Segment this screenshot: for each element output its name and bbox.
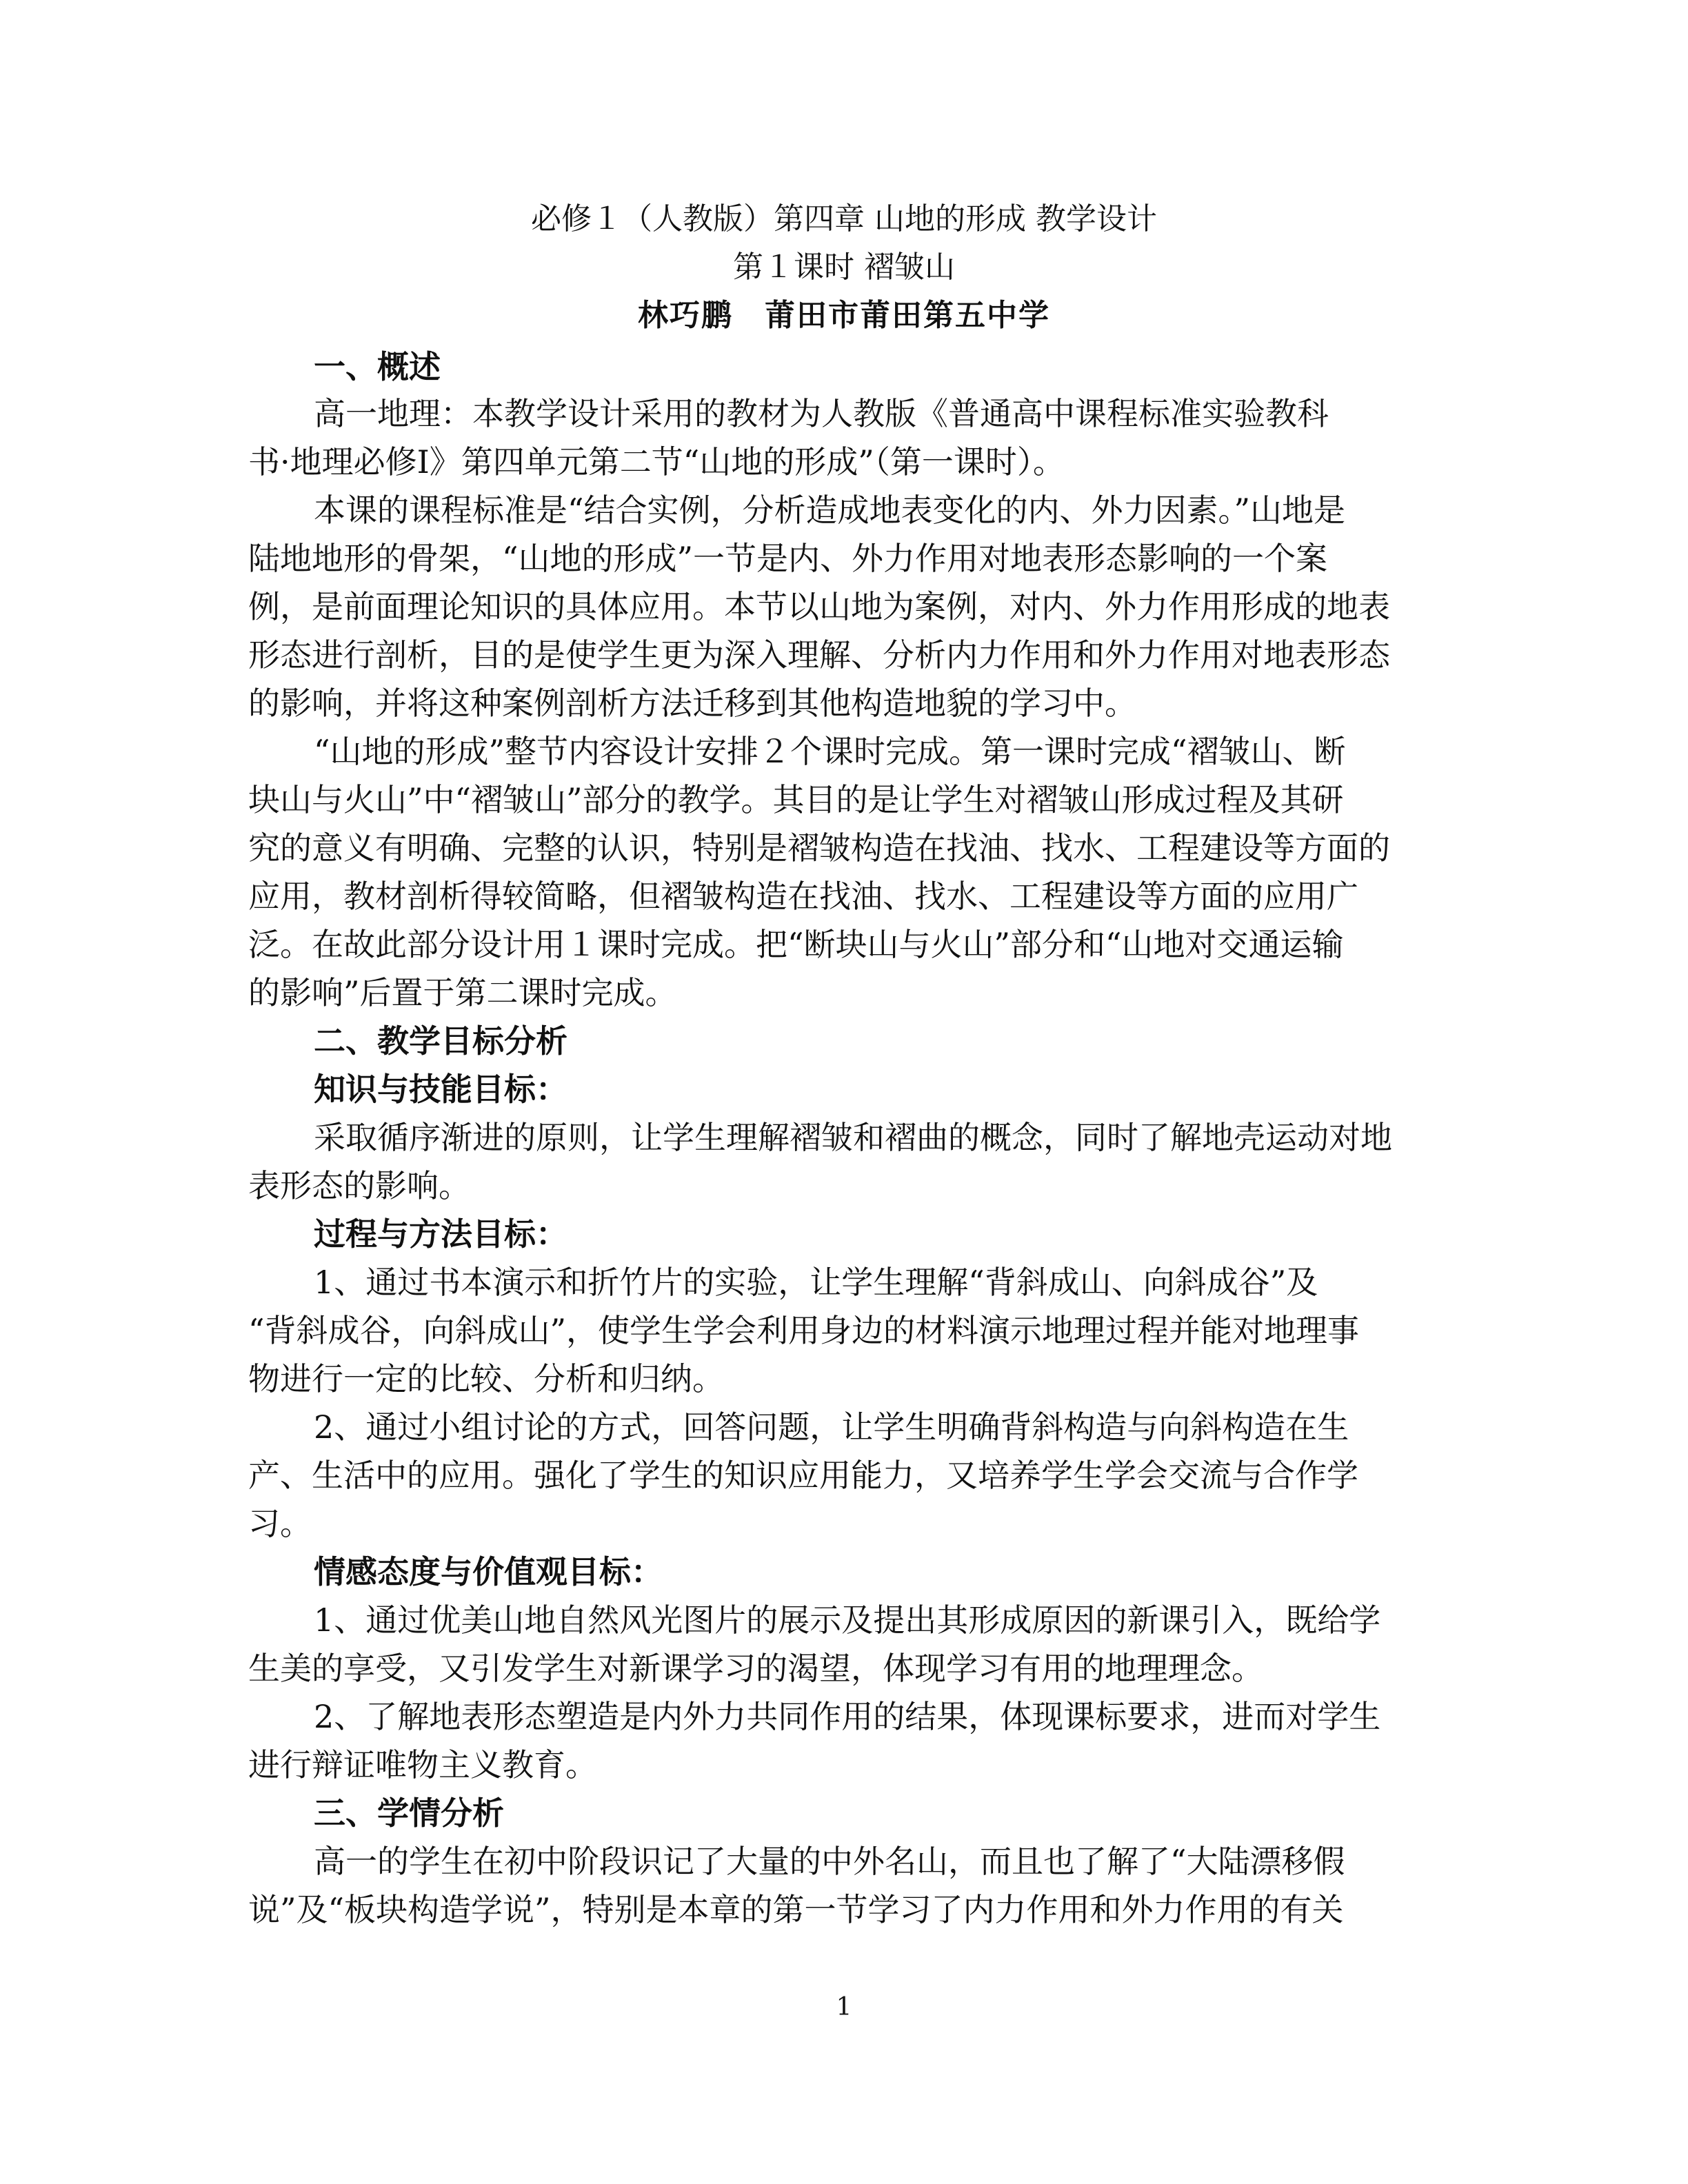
paragraph-line: 物进行一定的比较、分析和归纳。 [248,1360,724,1397]
paragraph-line: 例，是前面理论知识的具体应用。本节以山地为案例，对内、外力作用形成的地表 [248,588,1390,625]
paragraph-line: 块山与火山”中“褶皱山”部分的教学。其目的是让学生对褶皱山形成过程及其研 [248,781,1344,818]
subheading-knowledge: 知识与技能目标： [314,1071,567,1108]
paragraph-line: “山地的形成”整节内容设计安排２个课时完成。第一课时完成“褶皱山、断 [314,733,1346,770]
section-heading-overview: 一、概述 [314,348,441,385]
subheading-process: 过程与方法目标： [314,1215,567,1253]
paragraph-line: 泛。在故此部分设计用１课时完成。把“断块山与火山”部分和“山地对交通运输 [248,926,1344,963]
paragraph-line: 习。 [248,1505,312,1542]
section-heading-analysis: 三、学情分析 [314,1794,504,1832]
paragraph-line: 的影响，并将这种案例剖析方法迁移到其他构造地貌的学习中。 [248,685,1136,722]
paragraph-line: 应用，教材剖析得较简略，但褶皱构造在找油、找水、工程建设等方面的应用广 [248,878,1358,915]
paragraph-line: 的影响”后置于第二课时完成。 [248,974,677,1011]
paragraph-line: 采取循序渐进的原则，让学生理解褶皱和褶曲的概念，同时了解地壳运动对地 [314,1119,1392,1156]
paragraph-line: 高一地理：本教学设计采用的教材为人教版《普通高中课程标准实验教科 [314,395,1329,432]
section-heading-objectives: 二、教学目标分析 [314,1022,567,1060]
author-line: 林巧鹏 莆田市莆田第五中学 [638,298,1050,333]
paragraph-line: 1、通过优美山地自然风光图片的展示及提出其形成原因的新课引入，既给学 [314,1601,1381,1639]
document-title: 必修１（人教版）第四章 山地的形成 教学设计 [531,201,1157,236]
paragraph-line: 本课的课程标准是“结合实例，分析造成地表变化的内、外力因素。”山地是 [314,492,1346,529]
lesson-subtitle: 第１课时 褶皱山 [733,250,955,285]
paragraph-line: “背斜成谷，向斜成山”，使学生学会利用身边的材料演示地理过程并能对地理事 [248,1312,1360,1349]
paragraph-line: 生美的享受，又引发学生对新课学习的渴望，体现学习有用的地理理念。 [248,1650,1263,1687]
paragraph-line: 2、通过小组讨论的方式，回答问题，让学生明确背斜构造与向斜构造在生 [314,1408,1349,1446]
paragraph-line: 产、生活中的应用。强化了学生的知识应用能力，又培养学生学会交流与合作学 [248,1457,1358,1494]
page-number: 1 [836,1993,852,2021]
paragraph-line: 高一的学生在初中阶段识记了大量的中外名山，而且也了解了“大陆漂移假 [314,1843,1345,1880]
paragraph-line: 表形态的影响。 [248,1167,470,1204]
paragraph-line: 说”及“板块构造学说”，特别是本章的第一节学习了内力作用和外力作用的有关 [248,1891,1344,1928]
paragraph-line: 书·地理必修Ⅰ》第四单元第二节“山地的形成”（第一课时）。 [248,443,1065,481]
paragraph-line: 形态进行剖析，目的是使学生更为深入理解、分析内力作用和外力作用对地表形态 [248,636,1390,674]
paragraph-line: 进行辩证唯物主义教育。 [248,1746,597,1783]
paragraph-line: 究的意义有明确、完整的认识，特别是褶皱构造在找油、找水、工程建设等方面的 [248,829,1390,867]
paragraph-line: 1、通过书本演示和折竹片的实验，让学生理解“背斜成山、向斜成谷”及 [314,1264,1318,1301]
paragraph-line: 陆地地形的骨架，“山地的形成”一节是内、外力作用对地表形态影响的一个案 [248,540,1328,577]
paragraph-line: 2、了解地表形态塑造是内外力共同作用的结果，体现课标要求，进而对学生 [314,1698,1381,1735]
subheading-emotion: 情感态度与价值观目标： [314,1553,663,1590]
